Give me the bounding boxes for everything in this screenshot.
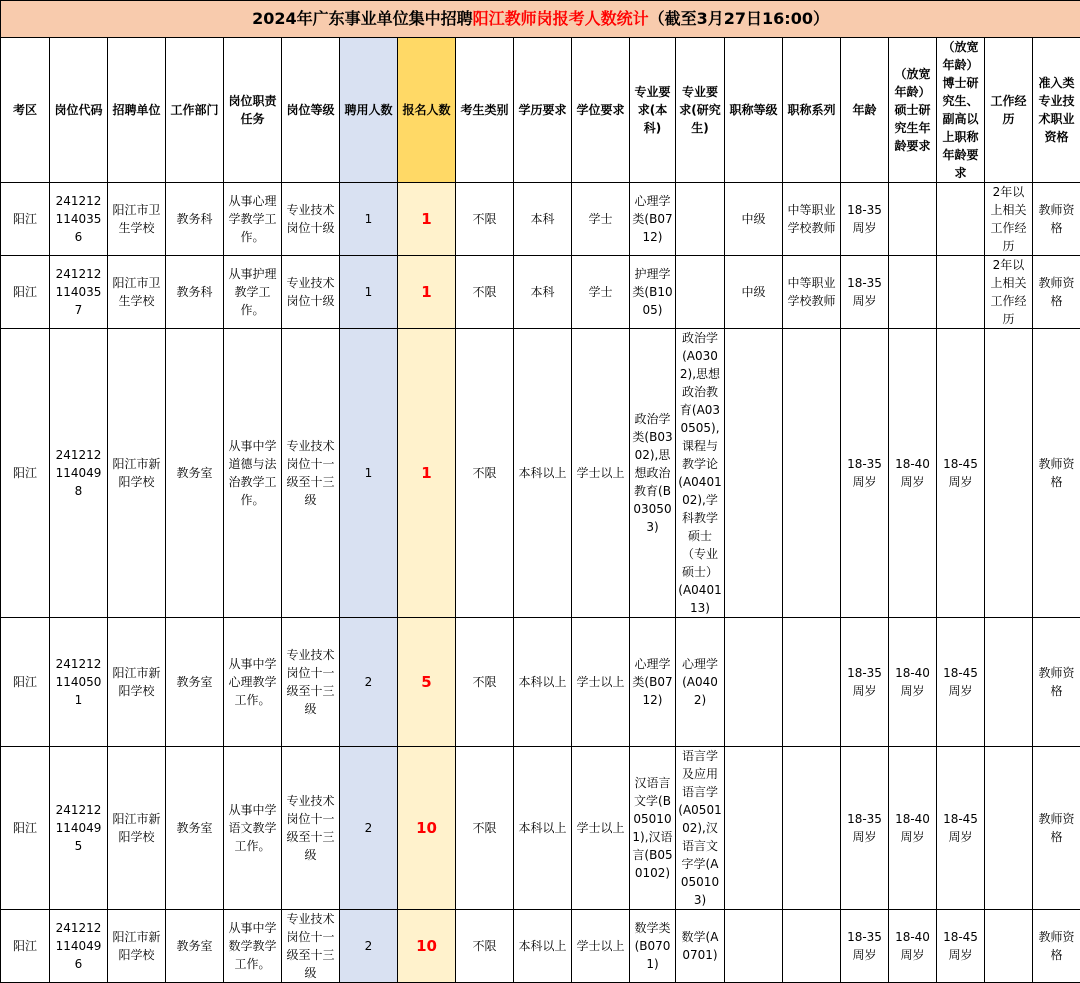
cell-candidate-type: 不限 bbox=[456, 747, 514, 910]
cell-major-undergrad: 政治学类(B0302),思想政治教育(B030503) bbox=[630, 329, 676, 618]
cell-candidate-type: 不限 bbox=[456, 256, 514, 329]
table-row bbox=[1, 256, 1080, 329]
cell-post-level: 专业技术岗位十级 bbox=[282, 256, 340, 329]
cell-title-series bbox=[783, 618, 841, 747]
cell-post-code: 2412121140357 bbox=[50, 256, 108, 329]
cell-major-postgrad: 语言学及应用语言学(A050102),汉语言文字学(A050103) bbox=[676, 747, 725, 910]
cell-age: 18-35周岁 bbox=[841, 183, 889, 256]
table-title bbox=[1, 1, 1080, 38]
cell-employer: 阳江市新阳学校 bbox=[108, 747, 166, 910]
cell-duties: 从事心理学教学工作。 bbox=[224, 183, 282, 256]
cell-title-grade: 中级 bbox=[725, 256, 783, 329]
cell-degree: 学士以上 bbox=[572, 329, 630, 618]
cell-hire-count: 2 bbox=[340, 618, 398, 747]
table-body bbox=[1, 183, 1080, 983]
cell-qualification: 教师资格 bbox=[1033, 329, 1080, 618]
cell-apply-count: 1 bbox=[398, 183, 456, 256]
cell-education: 本科 bbox=[514, 256, 572, 329]
cell-post-level: 专业技术岗位十一级至十三级 bbox=[282, 329, 340, 618]
cell-major-undergrad: 心理学类(B0712) bbox=[630, 618, 676, 747]
cell-age: 18-35周岁 bbox=[841, 256, 889, 329]
cell-work-experience bbox=[985, 747, 1033, 910]
cell-major-undergrad: 护理学类(B1005) bbox=[630, 256, 676, 329]
cell-exam-area: 阳江 bbox=[1, 329, 50, 618]
cell-age: 18-35周岁 bbox=[841, 747, 889, 910]
cell-age: 18-35周岁 bbox=[841, 618, 889, 747]
cell-duties: 从事中学心理教学工作。 bbox=[224, 618, 282, 747]
cell-work-experience: 2年以上相关工作经历 bbox=[985, 183, 1033, 256]
cell-hire-count: 1 bbox=[340, 183, 398, 256]
cell-department: 教务科 bbox=[166, 183, 224, 256]
cell-duties: 从事中学道德与法治教学工作。 bbox=[224, 329, 282, 618]
cell-major-undergrad: 心理学类(B0712) bbox=[630, 183, 676, 256]
header-duties: 岗位职责任务 bbox=[224, 38, 282, 183]
cell-age-doctor: 18-45周岁 bbox=[937, 618, 985, 747]
header-age-doctor: （放宽年龄）博士研究生、副高以上职称年龄要求 bbox=[937, 38, 985, 183]
cell-age-master bbox=[889, 256, 937, 329]
header-age-master: （放宽年龄）硕士研究生年龄要求 bbox=[889, 38, 937, 183]
header-employer: 招聘单位 bbox=[108, 38, 166, 183]
cell-age-doctor bbox=[937, 256, 985, 329]
header-exam-area: 考区 bbox=[1, 38, 50, 183]
cell-education: 本科 bbox=[514, 183, 572, 256]
cell-major-undergrad: 数学类(B0701) bbox=[630, 910, 676, 983]
table-row bbox=[1, 910, 1080, 983]
cell-major-postgrad bbox=[676, 256, 725, 329]
cell-exam-area: 阳江 bbox=[1, 256, 50, 329]
cell-exam-area: 阳江 bbox=[1, 183, 50, 256]
cell-age-master bbox=[889, 183, 937, 256]
cell-qualification: 教师资格 bbox=[1033, 183, 1080, 256]
cell-degree: 学士 bbox=[572, 183, 630, 256]
cell-degree: 学士以上 bbox=[572, 910, 630, 983]
cell-qualification: 教师资格 bbox=[1033, 910, 1080, 983]
cell-employer: 阳江市卫生学校 bbox=[108, 183, 166, 256]
cell-department: 教务室 bbox=[166, 910, 224, 983]
cell-department: 教务室 bbox=[166, 747, 224, 910]
cell-age: 18-35周岁 bbox=[841, 910, 889, 983]
cell-title-series bbox=[783, 329, 841, 618]
cell-duties: 从事中学数学教学工作。 bbox=[224, 910, 282, 983]
cell-major-postgrad: 心理学(A0402) bbox=[676, 618, 725, 747]
table-row bbox=[1, 329, 1080, 618]
title-prefix: 2024年广东事业单位集中招聘 bbox=[252, 9, 473, 28]
cell-hire-count: 1 bbox=[340, 256, 398, 329]
cell-apply-count: 1 bbox=[398, 329, 456, 618]
cell-qualification: 教师资格 bbox=[1033, 747, 1080, 910]
cell-candidate-type: 不限 bbox=[456, 183, 514, 256]
cell-work-experience bbox=[985, 910, 1033, 983]
cell-post-code: 2412121140501 bbox=[50, 618, 108, 747]
cell-age-master: 18-40周岁 bbox=[889, 747, 937, 910]
cell-title-series: 中等职业学校教师 bbox=[783, 183, 841, 256]
cell-exam-area: 阳江 bbox=[1, 618, 50, 747]
cell-work-experience bbox=[985, 329, 1033, 618]
cell-candidate-type: 不限 bbox=[456, 329, 514, 618]
table-row bbox=[1, 747, 1080, 910]
cell-education: 本科以上 bbox=[514, 618, 572, 747]
cell-age: 18-35周岁 bbox=[841, 329, 889, 618]
cell-title-grade bbox=[725, 910, 783, 983]
cell-age-doctor bbox=[937, 183, 985, 256]
cell-title-series bbox=[783, 747, 841, 910]
cell-major-undergrad: 汉语言文学(B050101),汉语言(B050102) bbox=[630, 747, 676, 910]
cell-duties: 从事护理教学工作。 bbox=[224, 256, 282, 329]
cell-qualification: 教师资格 bbox=[1033, 618, 1080, 747]
cell-department: 教务室 bbox=[166, 329, 224, 618]
cell-title-series bbox=[783, 910, 841, 983]
header-degree: 学位要求 bbox=[572, 38, 630, 183]
cell-post-code: 2412121140498 bbox=[50, 329, 108, 618]
cell-age-doctor: 18-45周岁 bbox=[937, 910, 985, 983]
cell-age-master: 18-40周岁 bbox=[889, 329, 937, 618]
cell-major-postgrad: 数学(A0701) bbox=[676, 910, 725, 983]
header-hire-count: 聘用人数 bbox=[340, 38, 398, 183]
cell-exam-area: 阳江 bbox=[1, 910, 50, 983]
header-qualification: 准入类专业技术职业资格 bbox=[1033, 38, 1080, 183]
cell-education: 本科以上 bbox=[514, 329, 572, 618]
cell-post-code: 2412121140496 bbox=[50, 910, 108, 983]
cell-duties: 从事中学语文教学工作。 bbox=[224, 747, 282, 910]
cell-age-doctor: 18-45周岁 bbox=[937, 747, 985, 910]
header-candidate-type: 考生类别 bbox=[456, 38, 514, 183]
header-major-undergrad: 专业要求(本科) bbox=[630, 38, 676, 183]
cell-degree: 学士以上 bbox=[572, 618, 630, 747]
cell-post-code: 2412121140356 bbox=[50, 183, 108, 256]
cell-education: 本科以上 bbox=[514, 747, 572, 910]
header-title-grade: 职称等级 bbox=[725, 38, 783, 183]
cell-age-master: 18-40周岁 bbox=[889, 618, 937, 747]
table-row bbox=[1, 618, 1080, 747]
cell-major-postgrad: 政治学(A0302),思想政治教育(A030505),课程与教学论(A040102),学科教学硕士（专业硕士）(A040113) bbox=[676, 329, 725, 618]
header-row bbox=[1, 38, 1080, 183]
cell-post-level: 专业技术岗位十一级至十三级 bbox=[282, 747, 340, 910]
header-age: 年龄 bbox=[841, 38, 889, 183]
cell-work-experience: 2年以上相关工作经历 bbox=[985, 256, 1033, 329]
cell-degree: 学士 bbox=[572, 256, 630, 329]
header-title-series: 职称系列 bbox=[783, 38, 841, 183]
cell-post-code: 2412121140495 bbox=[50, 747, 108, 910]
cell-employer: 阳江市新阳学校 bbox=[108, 910, 166, 983]
cell-hire-count: 2 bbox=[340, 910, 398, 983]
cell-apply-count: 10 bbox=[398, 910, 456, 983]
cell-candidate-type: 不限 bbox=[456, 910, 514, 983]
header-apply-count: 报名人数 bbox=[398, 38, 456, 183]
header-department: 工作部门 bbox=[166, 38, 224, 183]
table-row bbox=[1, 183, 1080, 256]
cell-hire-count: 2 bbox=[340, 747, 398, 910]
cell-candidate-type: 不限 bbox=[456, 618, 514, 747]
cell-apply-count: 10 bbox=[398, 747, 456, 910]
cell-apply-count: 1 bbox=[398, 256, 456, 329]
cell-post-level: 专业技术岗位十一级至十三级 bbox=[282, 910, 340, 983]
cell-work-experience bbox=[985, 618, 1033, 747]
cell-post-level: 专业技术岗位十一级至十三级 bbox=[282, 618, 340, 747]
cell-title-grade bbox=[725, 618, 783, 747]
cell-degree: 学士以上 bbox=[572, 747, 630, 910]
title-highlight: 阳江教师岗报考人数统计 bbox=[473, 9, 649, 28]
cell-title-grade: 中级 bbox=[725, 183, 783, 256]
cell-employer: 阳江市卫生学校 bbox=[108, 256, 166, 329]
header-work-experience: 工作经历 bbox=[985, 38, 1033, 183]
header-major-postgrad: 专业要求(研究生) bbox=[676, 38, 725, 183]
header-post-code: 岗位代码 bbox=[50, 38, 108, 183]
cell-major-postgrad bbox=[676, 183, 725, 256]
header-education: 学历要求 bbox=[514, 38, 572, 183]
cell-hire-count: 1 bbox=[340, 329, 398, 618]
cell-employer: 阳江市新阳学校 bbox=[108, 329, 166, 618]
cell-age-doctor: 18-45周岁 bbox=[937, 329, 985, 618]
cell-post-level: 专业技术岗位十级 bbox=[282, 183, 340, 256]
cell-age-master: 18-40周岁 bbox=[889, 910, 937, 983]
cell-department: 教务室 bbox=[166, 618, 224, 747]
cell-exam-area: 阳江 bbox=[1, 747, 50, 910]
cell-title-grade bbox=[725, 747, 783, 910]
cell-department: 教务科 bbox=[166, 256, 224, 329]
cell-apply-count: 5 bbox=[398, 618, 456, 747]
cell-title-grade bbox=[725, 329, 783, 618]
cell-education: 本科以上 bbox=[514, 910, 572, 983]
cell-qualification: 教师资格 bbox=[1033, 256, 1080, 329]
title-suffix: （截至3月27日16:00） bbox=[649, 9, 829, 28]
cell-title-series: 中等职业学校教师 bbox=[783, 256, 841, 329]
cell-employer: 阳江市新阳学校 bbox=[108, 618, 166, 747]
header-post-level: 岗位等级 bbox=[282, 38, 340, 183]
